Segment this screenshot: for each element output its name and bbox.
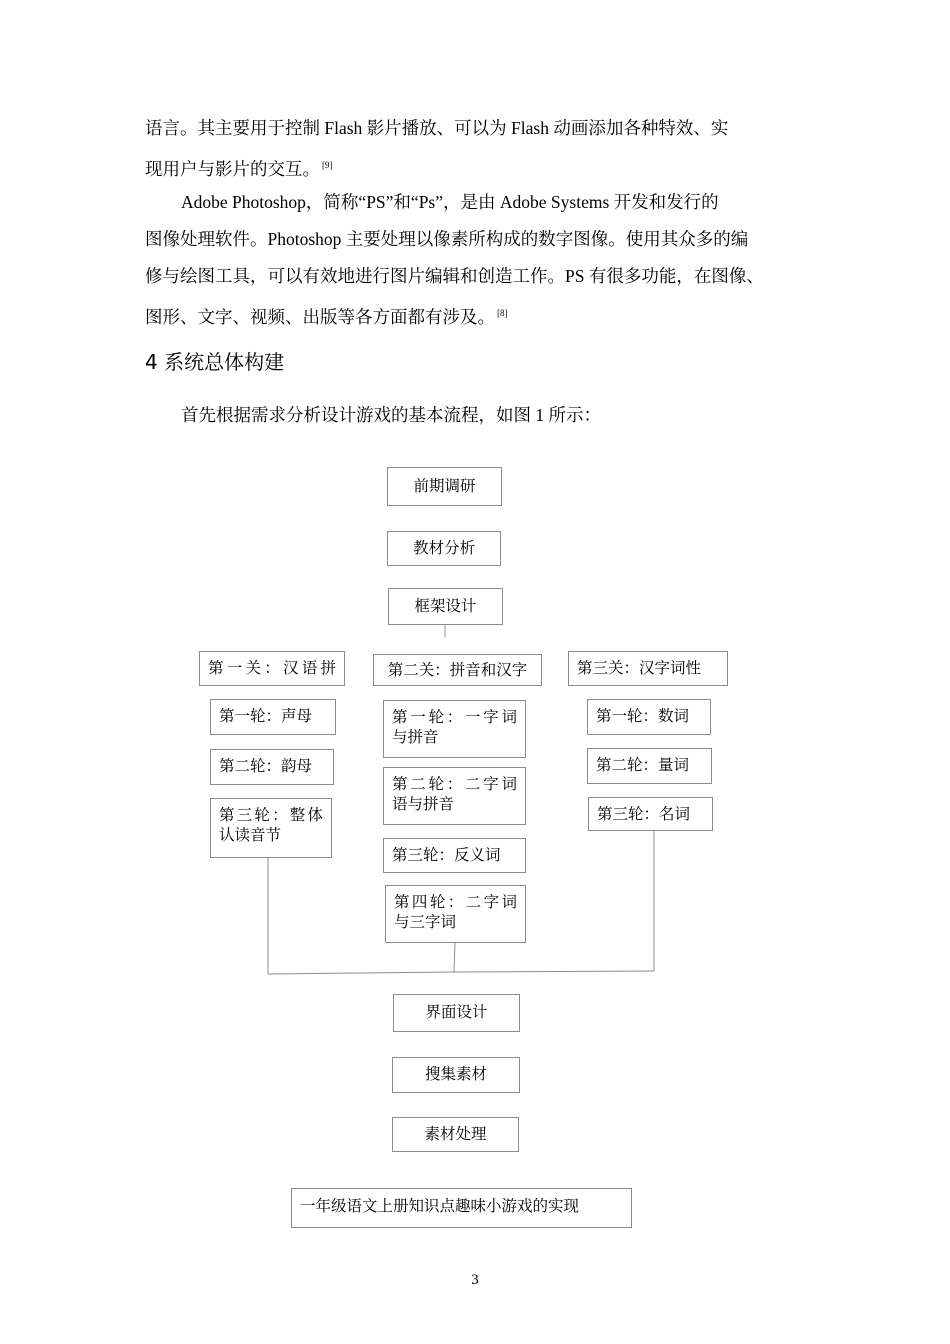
level2-round4-line2: 与三字词	[394, 914, 457, 931]
box-level3-round2: 第二轮：量词	[587, 748, 712, 784]
box-collect-materials: 搜集素材	[392, 1057, 520, 1093]
level2-round4-line1: 第四轮：二字词	[394, 894, 517, 911]
p2-line3: 修与绘图工具，可以有效地进行图片编辑和创造工作。PS 有很多功能，在图像、	[145, 266, 764, 286]
box-final-implementation: 一年级语文上册知识点趣味小游戏的实现	[291, 1188, 632, 1228]
box-level3-round3: 第三轮：名词	[588, 797, 713, 831]
box-level2-round2	[383, 767, 526, 825]
box-level1-round3	[210, 798, 332, 858]
citation-8: [8]	[497, 308, 508, 318]
level2-round2-line1: 第二轮：二字词	[392, 776, 517, 793]
box-textbook-analysis: 教材分析	[387, 531, 501, 566]
box-level3-title: 第三关：汉字词性	[568, 651, 728, 686]
level2-round1-line2: 与拼音	[392, 729, 439, 746]
p1-line1: 语言。其主要用于控制 Flash 影片播放、可以为 Flash 动画添加各种特效、实	[145, 118, 729, 138]
p1-line2: 现用户与影片的交互。	[145, 159, 320, 179]
box-level3-round1: 第一轮：数词	[587, 699, 711, 735]
page-number: 3	[471, 1272, 479, 1288]
box-level1-round2: 第二轮：韵母	[210, 749, 334, 785]
p2-line2: 图像处理软件。Photoshop 主要处理以像素所构成的数字图像。使用其众多的编	[145, 229, 749, 249]
box-level1-title: 第一关：汉语拼	[199, 651, 345, 686]
box-framework-design: 框架设计	[388, 588, 503, 625]
level2-round2-line2: 语与拼音	[392, 796, 455, 813]
box-preliminary-research: 前期调研	[387, 467, 502, 506]
level1-round3-line1: 第三轮：整体	[219, 807, 323, 824]
box-interface-design: 界面设计	[393, 994, 520, 1032]
section-intro: 首先根据需求分析设计游戏的基本流程，如图 1 所示：	[181, 405, 601, 425]
box-level2-round3: 第三轮：反义词	[383, 838, 526, 873]
box-level2-round1	[383, 700, 526, 758]
connector-level2	[454, 943, 455, 972]
connector-join	[268, 971, 654, 974]
citation-9: [9]	[322, 160, 333, 170]
p2-line1: Adobe Photoshop，简称“PS”和“Ps”，是由 Adobe Systems 开发和发行的	[181, 192, 719, 212]
level1-round3-line2: 认读音节	[219, 827, 282, 844]
section-heading: 4 系统总体构建	[145, 350, 285, 374]
box-material-processing: 素材处理	[392, 1117, 519, 1152]
box-level2-round4	[385, 885, 526, 943]
box-level1-round1: 第一轮：声母	[210, 699, 336, 735]
box-level2-title: 第二关：拼音和汉字	[373, 654, 542, 686]
p2-line4: 图形、文字、视频、出版等各方面都有涉及。	[145, 307, 495, 327]
level2-round1-line1: 第一轮：一字词	[392, 709, 517, 726]
